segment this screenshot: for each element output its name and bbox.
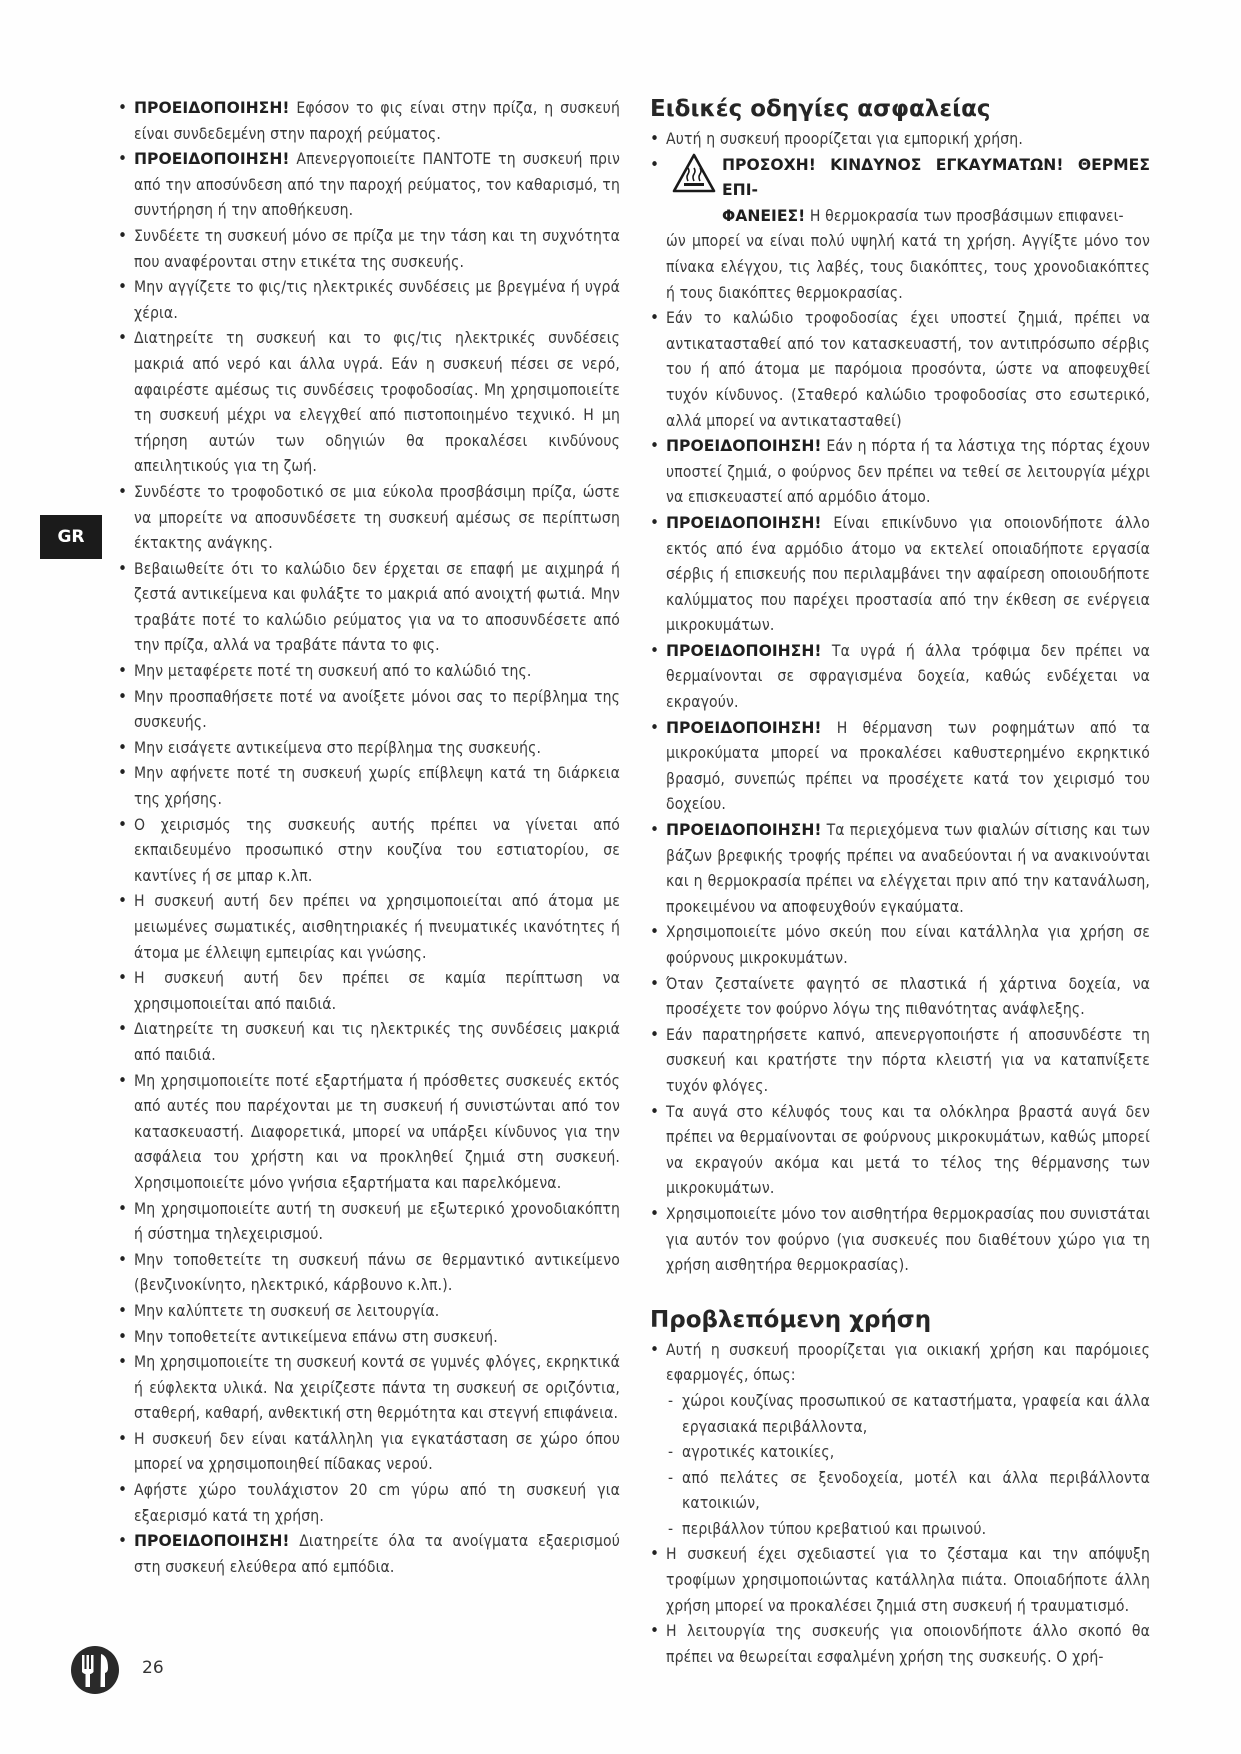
left-column	[118, 96, 620, 1580]
list-item: • Αυτή η συσκευή προορίζεται για οικιακή χρήση και παρόμοιες εφαρμογές, όπως: - χώροι κουζίνας προσωπικού σε καταστήματα, γραφεία και άλλα εργασιακά περιβάλλοντα, - αγροτικές κατοικίες, - από πελάτες σε ξενοδοχεία, μοτέλ και άλλα περιβάλλοντα κατοικιών, - περιβάλλον τύπου κρεβατιού και πρωινού.	[650, 1338, 1150, 1543]
dash-item: - από πελάτες σε ξενοδοχεία, μοτέλ και άλλα περιβάλλοντα κατοικιών,	[666, 1466, 1150, 1517]
list-item: • Διατηρείτε τη συσκευή και το φις/τις ηλεκτρικές συνδέσεις μακριά από νερό και άλλα υγρά. Εάν η συσκευή πέσει σε νερό, αφαιρέστε αμέσως τις συνδέσεις τροφοδοσίας. Μη χρησιμοποιείτε τη συσκευή μέχρι να ελεγχθεί από πιστοποιημένο τεχνικό. Η μη τήρηση αυτών των οδηγιών θα προκαλέσει κινδύνους απειλητικούς για τη ζωή.	[118, 326, 620, 480]
list-item: • Μην τοποθετείτε τη συσκευή πάνω σε θερμαντικό αντικείμενο (βενζινοκίνητο, ηλεκτρικό, κάρβουνο κ.λπ.).	[118, 1248, 620, 1299]
hot-surface-warning-icon	[672, 153, 716, 193]
list-item: • Μη χρησιμοποιείτε τη συσκευή κοντά σε γυμνές φλόγες, εκρηκτικά ή εύφλεκτα υλικά. Να χειρίζεστε πάντα τη συσκευή σε οριζόντια, σταθερή, καθαρή, ανθεκτική στη θερμότητα και στεγνή επιφάνεια.	[118, 1350, 620, 1427]
list-item: • Ο χειρισμός της συσκευής αυτής πρέπει να γίνεται από εκπαιδευμένο προσωπικό στην κουζίνα του εστιατορίου, σε καντίνες ή σε μπαρ κ.λπ.	[118, 813, 620, 890]
page-number: 26	[142, 1658, 164, 1678]
list-item: • ΠΡΟΕΙΔΟΠΟΙΗΣΗ! Τα υγρά ή άλλα τρόφιμα δεν πρέπει να θερμαίνονται σε σφραγισμένα δοχεία, καθώς ενδέχεται να εκραγούν.	[650, 639, 1150, 716]
list-item: • Αφήστε χώρο τουλάχιστον 20 cm γύρω από τη συσκευή για εξαερισμό κατά τη χρήση.	[118, 1478, 620, 1529]
special-safety-list	[650, 127, 1150, 1279]
intended-use-heading: Προβλεπόμενη χρήση	[650, 1306, 932, 1333]
list-item: • Αυτή η συσκευή προορίζεται για εμπορική χρήση.	[650, 127, 1150, 153]
list-item: • ΠΡΟΕΙΔΟΠΟΙΗΣΗ! Εάν η πόρτα ή τα λάστιχα της πόρτας έχουν υποστεί ζημιά, ο φούρνος δεν πρέπει να τεθεί σε λειτουργία μέχρι να επισκευαστεί από αρμόδιο άτομο.	[650, 434, 1150, 511]
list-item: • Συνδέστε το τροφοδοτικό σε μια εύκολα προσβάσιμη πρίζα, ώστε να μπορείτε να αποσυνδέσετε τη συσκευή αμέσως σε περίπτωση έκτακτης ανάγκης.	[118, 480, 620, 557]
list-item: • Συνδέετε τη συσκευή μόνο σε πρίζα με την τάση και τη συχνότητα που αναφέρονται στην ετικέτα της συσκευής.	[118, 224, 620, 275]
list-item: • ΠΡΟΕΙΔΟΠΟΙΗΣΗ! Διατηρείτε όλα τα ανοίγματα εξαερισμού στη συσκευή ελεύθερα από εμπόδια.	[118, 1529, 620, 1580]
list-item: • Βεβαιωθείτε ότι το καλώδιο δεν έρχεται σε επαφή με αιχμηρά ή ζεστά αντικείμενα και φυλάξτε το μακριά από ανοιχτή φωτιά. Μην τραβάτε ποτέ το καλώδιο ρεύματος για να το αποσυνδέσετε από την πρίζα, αλλά να τραβάτε πάντα το φις.	[118, 557, 620, 659]
list-item: • Μην προσπαθήσετε ποτέ να ανοίξετε μόνοι σας το περίβλημα της συσκευής.	[118, 685, 620, 736]
list-item: • ΠΡΟΕΙΔΟΠΟΙΗΣΗ! Απενεργοποιείτε ΠΑΝΤΟΤΕ τη συσκευή πριν από την αποσύνδεση από την παροχή ρεύματος, τον καθαρισμό, τη συντήρηση ή την αποθήκευση.	[118, 147, 620, 224]
list-item: • Μη χρησιμοποιείτε ποτέ εξαρτήματα ή πρόσθετες συσκευές εκτός από αυτές που παρέχονται με τη συσκευή ή συνιστώνται από τον κατασκευαστή. Διαφορετικά, μπορεί να υπάρξει κίνδυνος για την ασφάλεια του χρήστη και να προκληθεί ζημιά στη συσκευή. Χρησιμοποιείτε μόνο γνήσια εξαρτήματα και παρελκόμενα.	[118, 1069, 620, 1197]
list-item: • ΠΡΟΕΙΔΟΠΟΙΗΣΗ! Εφόσον το φις είναι στην πρίζα, η συσκευή είναι συνδεδεμένη στην παροχή ρεύματος.	[118, 96, 620, 147]
right-column	[650, 94, 1150, 1670]
safety-heading: Ειδικές οδηγίες ασφαλείας	[650, 96, 991, 122]
list-item: • Μην εισάγετε αντικείμενα στο περίβλημα της συσκευής.	[118, 736, 620, 762]
cutlery-logo-icon	[70, 1645, 120, 1695]
list-item: • Η συσκευή αυτή δεν πρέπει σε καμία περίπτωση να χρησιμοποιείται από παιδιά.	[118, 966, 620, 1017]
list-item: • Η συσκευή έχει σχεδιαστεί για το ζέσταμα και την απόψυξη τροφίμων χρησιμοποιώντας κατάλληλα πιάτα. Οποιαδήποτε άλλη χρήση μπορεί να προκαλέσει ζημιά στη συσκευή ή τραυματισμό.	[650, 1542, 1150, 1619]
list-item: • Εάν παρατηρήσετε καπνό, απενεργοποιήστε ή αποσυνδέστε τη συσκευή και κρατήστε την πόρτα κλειστή για να καταπνίξετε τυχόν φλόγες.	[650, 1023, 1150, 1100]
list-item: • Τα αυγά στο κέλυφός τους και τα ολόκληρα βραστά αυγά δεν πρέπει να θερμαίνονται σε φούρνους μικροκυμάτων, καθώς μπορεί να εκραγούν ακόμα και μετά το τέλος της θέρμανσης των μικροκυμάτων.	[650, 1100, 1150, 1202]
list-item: • Χρησιμοποιείτε μόνο τον αισθητήρα θερμοκρασίας που συνιστάται για αυτόν τον φούρνο (για συσκευές που διαθέτουν χώρο για τη χρήση αισθητήρα θερμοκρασίας).	[650, 1202, 1150, 1279]
list-item: • Μην μεταφέρετε ποτέ τη συσκευή από το καλώδιό της.	[118, 659, 620, 685]
list-item: • Η συσκευή αυτή δεν πρέπει να χρησιμοποιείται από άτομα με μειωμένες σωματικές, αισθητηριακές ή πνευματικές ικανότητες ή άτομα με έλλειψη εμπειρίας και γνώσης.	[118, 889, 620, 966]
list-item: • ΠΡΟΕΙΔΟΠΟΙΗΣΗ! Είναι επικίνδυνο για οποιονδήποτε άλλο εκτός από ένα αρμόδιο άτομο να εκτελεί οποιαδήποτε εργασία σέρβις ή επισκευής που περιλαμβάνει την αφαίρεση οποιουδήποτε καλύμματος που παρέχει προστασία από την έκθεση σε ενέργεια μικροκυμάτων.	[650, 511, 1150, 639]
intended-use-list	[650, 1338, 1150, 1671]
list-item: • Μην τοποθετείτε αντικείμενα επάνω στη συσκευή.	[118, 1325, 620, 1351]
list-item: • Όταν ζεσταίνετε φαγητό σε πλαστικά ή χάρτινα δοχεία, να προσέχετε τον φούρνο λόγω της πιθανότητας ανάφλεξης.	[650, 972, 1150, 1023]
usage-examples	[666, 1389, 1150, 1543]
list-item: • Μη χρησιμοποιείτε αυτή τη συσκευή με εξωτερικό χρονοδιακόπτη ή σύστημα τηλεχειρισμού.	[118, 1197, 620, 1248]
dash-item: - χώροι κουζίνας προσωπικού σε καταστήματα, γραφεία και άλλα εργασιακά περιβάλλοντα,	[666, 1389, 1150, 1440]
list-item: • Μην αγγίζετε το φις/τις ηλεκτρικές συνδέσεις με βρεγμένα ή υγρά χέρια.	[118, 275, 620, 326]
caution-item: • ΠΡΟΣΟΧΗ! ΚΙΝΔΥΝΟΣ ΕΓΚΑΥΜΑΤΩΝ! ΘΕΡΜΕΣ ΕΠΙ- ΦΑΝΕΙΕΣ! Η θερμοκρασία των προσβάσιμων επιφανει- ών μπορεί να είναι πολύ υψηλή κατά τη χρήση. Αγγίξτε μόνο τον πίνακα ελέγχου, τις λαβές, τους διακόπτες, τους χρονοδιακόπτες ή τους διακόπτες θερμοκρασίας.	[650, 153, 1150, 307]
safety-list	[118, 96, 620, 1580]
list-item: • Διατηρείτε τη συσκευή και τις ηλεκτρικές της συνδέσεις μακριά από παιδιά.	[118, 1017, 620, 1068]
list-item: • Μην αφήνετε ποτέ τη συσκευή χωρίς επίβλεψη κατά τη διάρκεια της χρήσης.	[118, 761, 620, 812]
list-item: • ΠΡΟΕΙΔΟΠΟΙΗΣΗ! Τα περιεχόμενα των φιαλών σίτισης και των βάζων βρεφικής τροφής πρέπει να αναδεύονται ή να ανακινούνται και η θερμοκρασία πρέπει να ελέγχεται πριν από την κατανάλωση, προκειμένου να αποφευχθούν εγκαύματα.	[650, 818, 1150, 920]
list-item: • Μην καλύπτετε τη συσκευή σε λειτουργία.	[118, 1299, 620, 1325]
list-item: • Εάν το καλώδιο τροφοδοσίας έχει υποστεί ζημιά, πρέπει να αντικατασταθεί από τον κατασκευαστή, τον αντιπρόσωπο σέρβις του ή από άτομα με παρόμοια προσόντα, ώστε να αποφευχθεί τυχόν κίνδυνος. (Σταθερό καλώδιο τροφοδοσίας στο εσωτερικό, αλλά μπορεί να αντικατασταθεί)	[650, 306, 1150, 434]
caution-text: ών μπορεί να είναι πολύ υψηλή κατά τη χρήση. Αγγίξτε μόνο τον πίνακα ελέγχου, τις λαβές, τους διακόπτες, τους χρονοδιακόπτες ή τους διακόπτες θερμοκρασίας.	[666, 232, 1150, 302]
list-item: • Χρησιμοποιείτε μόνο σκεύη που είναι κατάλληλα για χρήση σε φούρνους μικροκυμάτων.	[650, 920, 1150, 971]
list-item: • ΠΡΟΕΙΔΟΠΟΙΗΣΗ! Η θέρμανση των ροφημάτων από τα μικροκύματα μπορεί να προκαλέσει καθυστερημένο εκρηκτικό βρασμό, συνεπώς πρέπει να προσέχετε κατά τον χειρισμό του δοχείου.	[650, 716, 1150, 818]
list-item: • Η συσκευή δεν είναι κατάλληλη για εγκατάσταση σε χώρο όπου μπορεί να χρησιμοποιηθεί πίδακας νερού.	[118, 1427, 620, 1478]
list-item: • Η λειτουργία της συσκευής για οποιονδήποτε άλλο σκοπό θα πρέπει να θεωρείται εσφαλμένη χρήση της συσκευής. Ο χρή-	[650, 1619, 1150, 1670]
language-tab: GR	[40, 515, 102, 559]
dash-item: - αγροτικές κατοικίες,	[666, 1440, 1150, 1466]
dash-item: - περιβάλλον τύπου κρεβατιού και πρωινού.	[666, 1517, 1150, 1543]
